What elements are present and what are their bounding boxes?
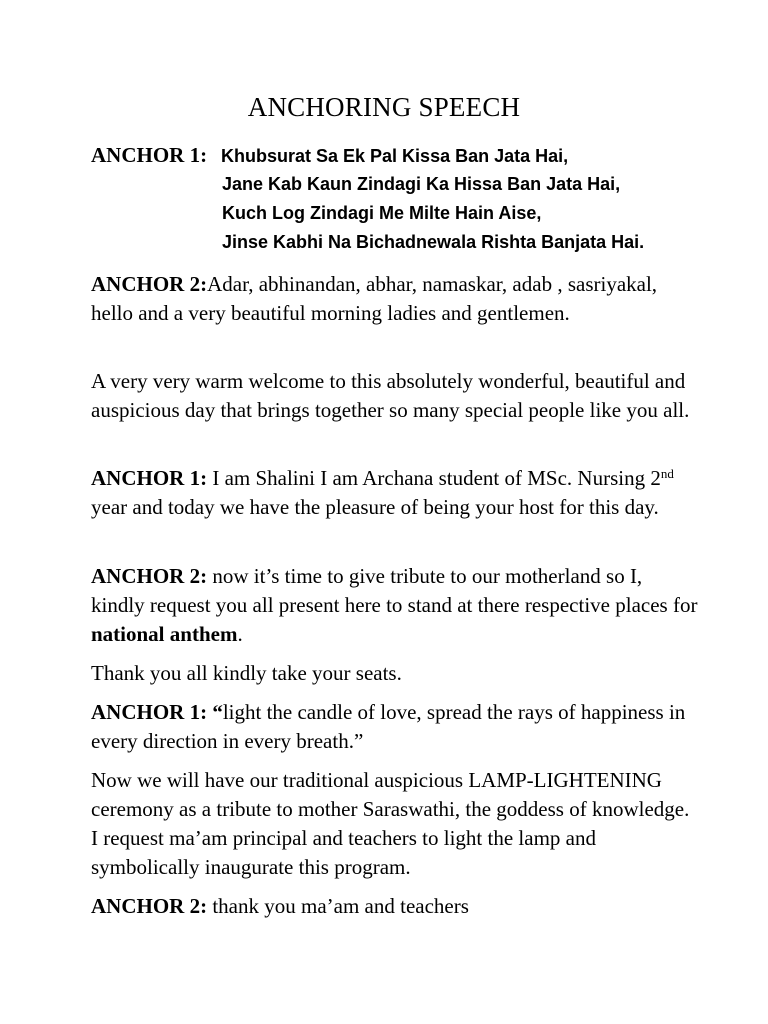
anchor-label: ANCHOR 1: (91, 700, 208, 724)
greeting-text: Adar, abhinandan, abhar, namaskar, adab , sasriyakal, hello and a very beautiful morning ladies and gentlemen. (91, 272, 658, 325)
lamp-paragraph: Now we will have our traditional auspicious LAMP-LIGHTENING ceremony as a tribute to mother Saraswathi, the goddess of knowledge. I request ma’am principal and teachers to light the lamp and symbolically inaugurate this program. (91, 768, 690, 879)
poem-line: Jane Kab Kaun Zindagi Ka Hissa Ban Jata Hai, (222, 174, 621, 194)
anchor-label: ANCHOR 2: (91, 272, 208, 296)
page-title: ANCHORING SPEECH (247, 92, 521, 122)
anchor-label: ANCHOR 2: (91, 894, 208, 918)
quote-paragraph (91, 698, 701, 756)
anthem-emphasis: national anthem (91, 622, 238, 646)
ordinal-superscript: nd (660, 466, 674, 481)
poem-line: Kuch Log Zindagi Me Milte Hain Aise, (222, 203, 542, 223)
quote-text: light the candle of love, spread the rays of happiness in every direction in every breath.” (91, 700, 686, 753)
intro-text: I am Shalini I am Archana student of MSc. Nursing 2 (207, 466, 661, 490)
anthem-end: . (237, 622, 243, 646)
greeting-paragraph (91, 270, 701, 328)
anchor-label: ANCHOR 1: (91, 466, 208, 490)
anchor-label: ANCHOR 2: (91, 564, 208, 588)
anthem-paragraph (91, 562, 701, 649)
poem-line: Jinse Kabhi Na Bichadnewala Rishta Banjata Hai. (222, 232, 645, 252)
welcome-paragraph: A very very warm welcome to this absolutely wonderful, beautiful and auspicious day that brings together so many special people like you all. (91, 369, 690, 422)
intro-paragraph (91, 464, 701, 522)
poem-line: Khubsurat Sa Ek Pal Kissa Ban Jata Hai, (221, 146, 569, 166)
anthem-text: now it’s time to give tribute to our motherland so I, kindly request you all present here to stand at there respective places for (91, 564, 698, 617)
poem-first-line (91, 141, 568, 171)
seats-paragraph: Thank you all kindly take your seats. (91, 661, 402, 685)
thanks-text: thank you ma’am and teachers (207, 894, 469, 918)
thanks-paragraph (91, 892, 701, 921)
quote-open-mark: “ (207, 700, 223, 724)
intro-text-cont: year and today we have the pleasure of being your host for this day. (91, 495, 659, 519)
anchor-label: ANCHOR 1: (91, 143, 208, 167)
